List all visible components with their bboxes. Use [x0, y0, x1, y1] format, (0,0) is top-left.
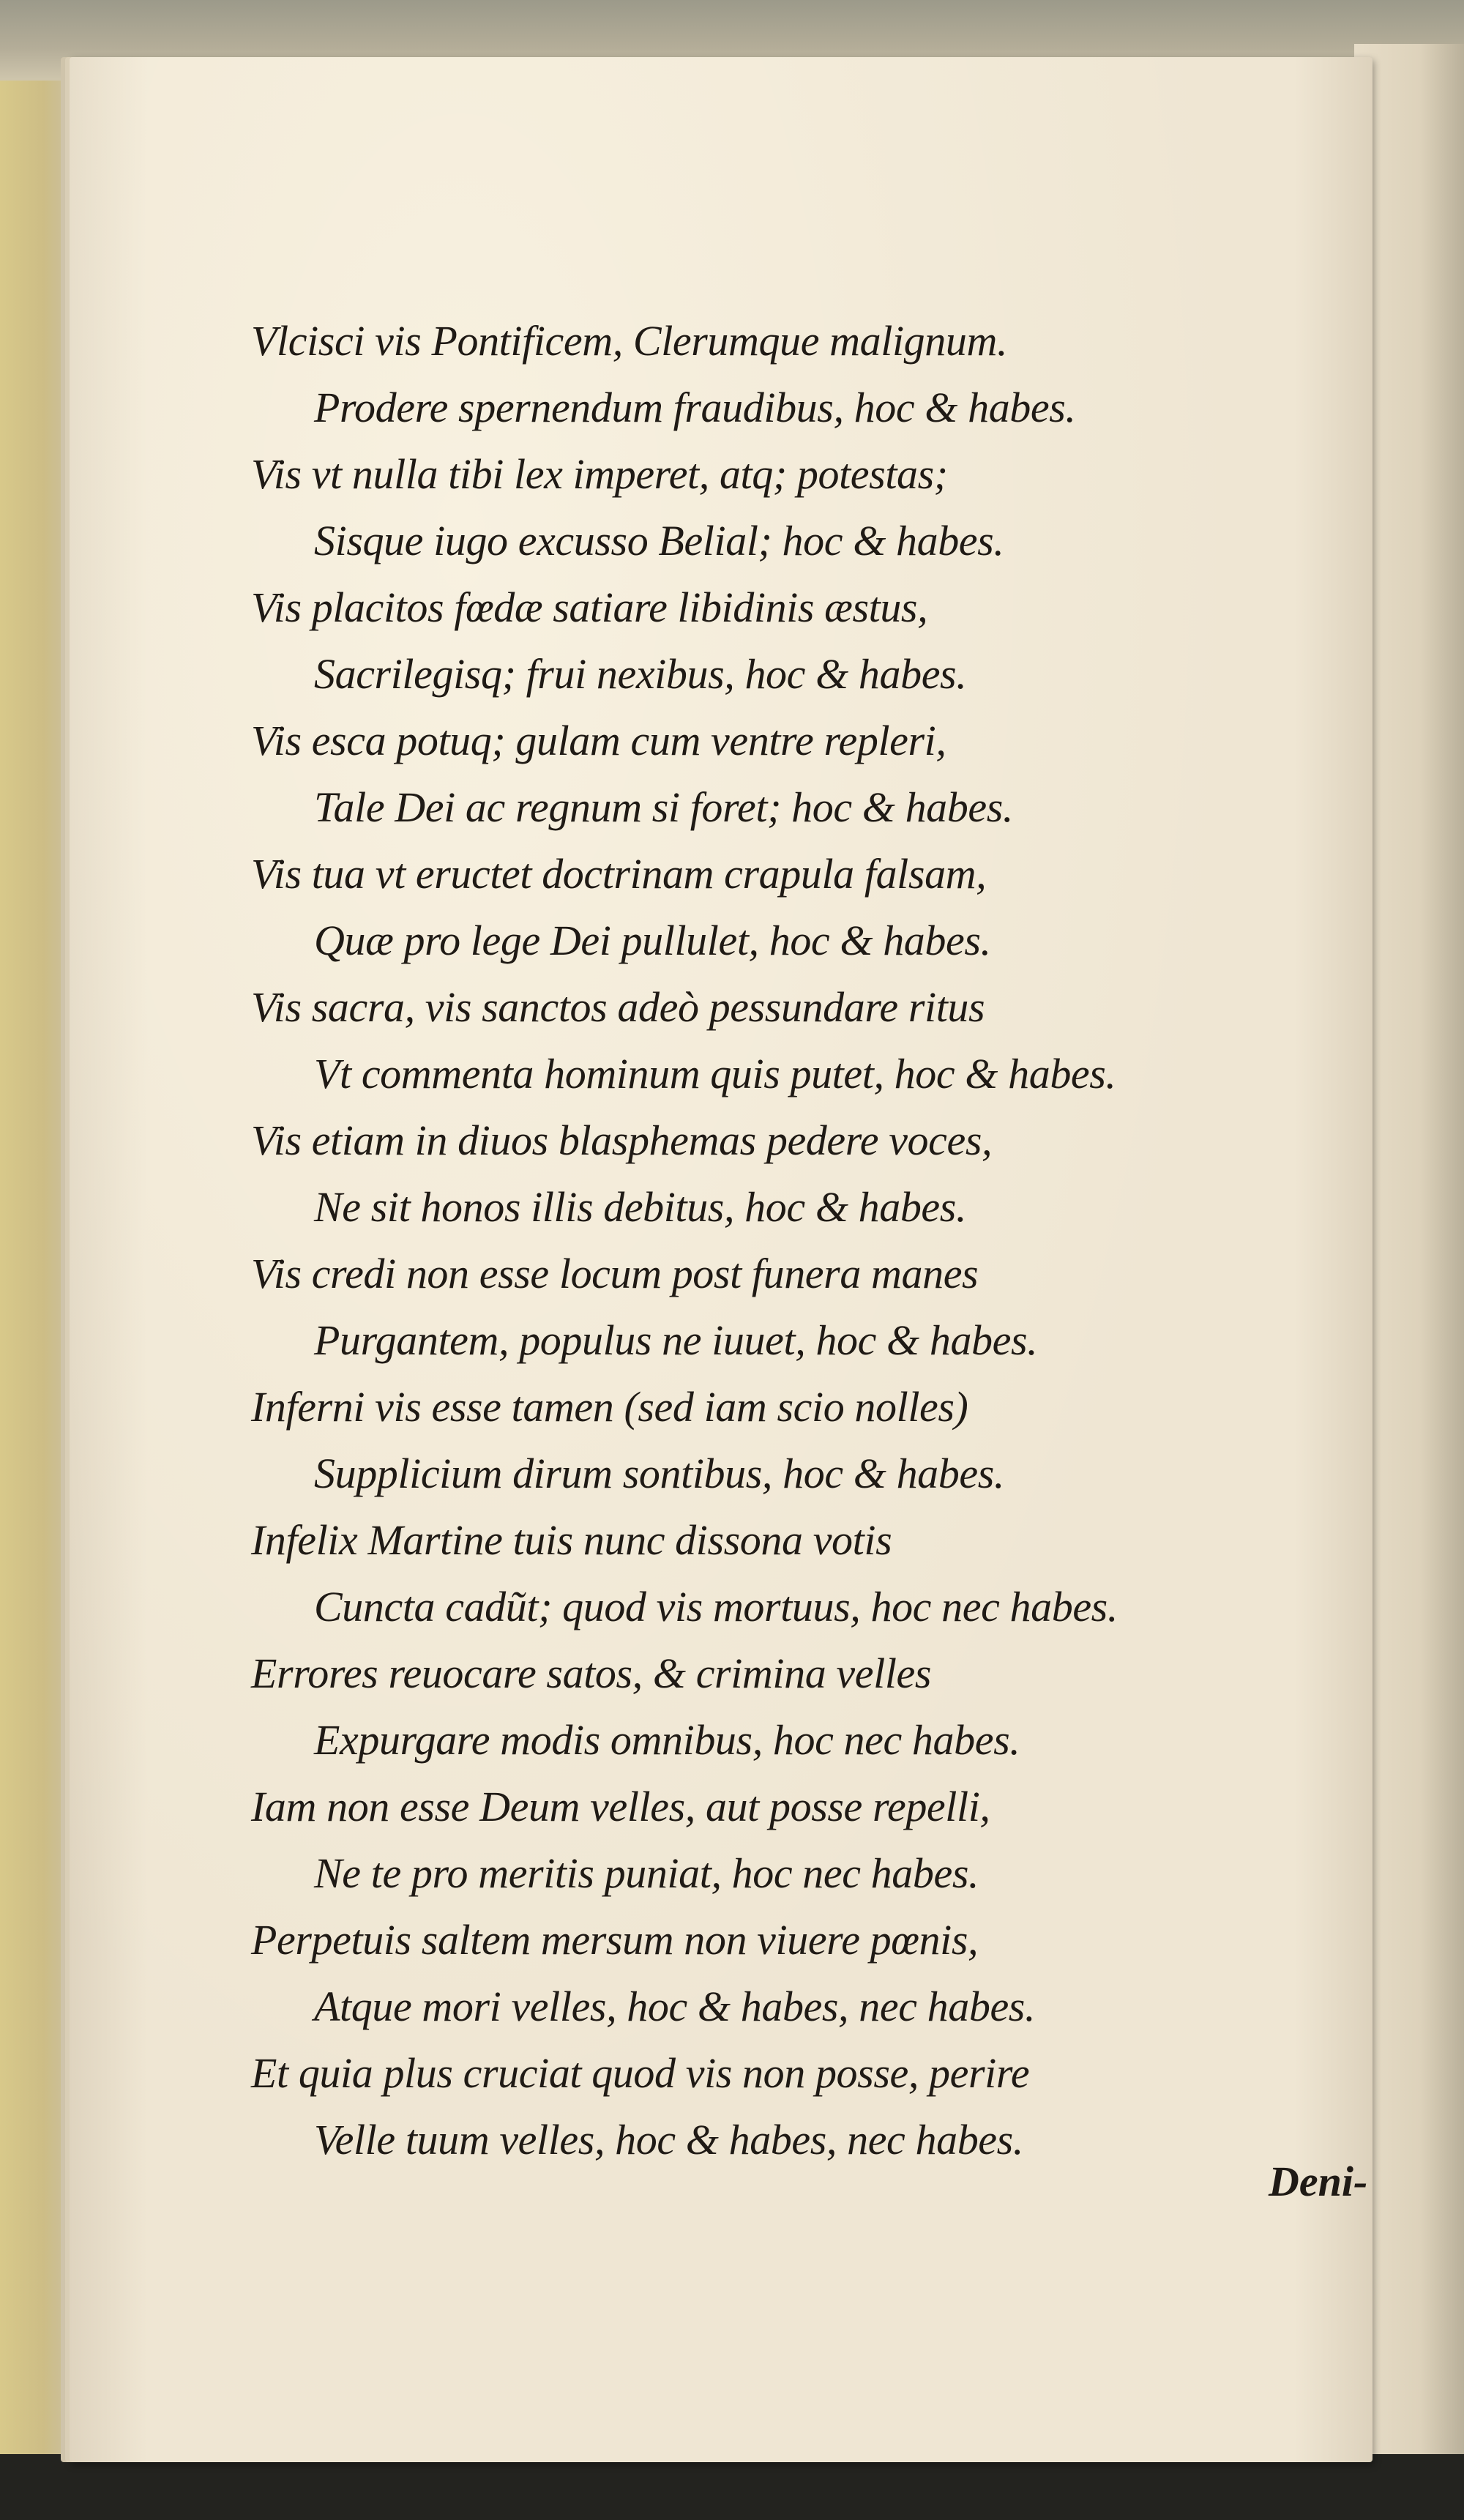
- verse-line-hexameter: Et quia plus cruciat quod vis non posse, perire: [251, 2049, 1030, 2097]
- verse-line-hexameter: Vis tua vt eructet doctrinam crapula falsam,: [251, 850, 987, 898]
- verse-line-pentameter: Purgantem, populus ne iuuet, hoc & habes.: [314, 1316, 1038, 1364]
- catchword: Deni-: [1269, 2158, 1368, 2205]
- verse-line-hexameter: Perpetuis saltem mersum non viuere pœnis,: [251, 1916, 979, 1964]
- verse-line-hexameter: Vis credi non esse locum post funera manes: [251, 1250, 979, 1297]
- verse-line-hexameter: Vis etiam in diuos blasphemas pedere voces,: [251, 1117, 993, 1164]
- verse-line-hexameter: Infelix Martine tuis nunc dissona votis: [251, 1516, 892, 1564]
- verse-line-pentameter: Ne te pro meritis puniat, hoc nec habes.: [314, 1849, 979, 1897]
- verse-list: [251, 307, 1393, 2173]
- background-surface: [0, 2454, 1464, 2520]
- verse-line-hexameter: Vis vt nulla tibi lex imperet, atq; potestas;: [251, 450, 948, 498]
- verse-line-pentameter: Sisque iugo excusso Belial; hoc & habes.: [314, 517, 1004, 564]
- verse-line-hexameter: Errores reuocare satos, & crimina velles: [251, 1649, 932, 1697]
- verse-line-pentameter: Tale Dei ac regnum si foret; hoc & habes.: [314, 783, 1013, 831]
- verse-line-pentameter: Vt commenta hominum quis putet, hoc & habes.: [314, 1050, 1116, 1097]
- verse-line-pentameter: Velle tuum velles, hoc & habes, nec habes.: [314, 2116, 1023, 2163]
- verse-line-pentameter: Sacrilegisq; frui nexibus, hoc & habes.: [314, 650, 967, 698]
- verse-line-pentameter: Atque mori velles, hoc & habes, nec habes.: [314, 1983, 1036, 2030]
- verse-line-pentameter: Ne sit honos illis debitus, hoc & habes.: [314, 1183, 967, 1231]
- verse-line-hexameter: Vlcisci vis Pontificem, Clerumque malignum.: [251, 317, 1008, 365]
- verse-line-hexameter: Vis placitos fœdæ satiare libidinis æstus,: [251, 584, 928, 631]
- verse-line-hexameter: Iam non esse Deum velles, aut posse repelli,: [251, 1783, 990, 1830]
- verse-line-pentameter: Cuncta cadũt; quod vis mortuus, hoc nec habes.: [314, 1583, 1118, 1630]
- verse-line-pentameter: Expurgare modis omnibus, hoc nec habes.: [314, 1716, 1020, 1764]
- verse-line-hexameter: Vis sacra, vis sanctos adeò pessundare ritus: [251, 983, 985, 1031]
- verse-line-pentameter: Quæ pro lege Dei pullulet, hoc & habes.: [314, 917, 991, 964]
- book-page: [70, 57, 1372, 2462]
- verse-line-hexameter: Vis esca potuq; gulam cum ventre repleri,: [251, 717, 946, 764]
- verse-line-pentameter: Supplicium dirum sontibus, hoc & habes.: [314, 1450, 1004, 1497]
- verse-line-pentameter: Prodere spernendum fraudibus, hoc & habes.: [314, 384, 1076, 431]
- verse-line-hexameter: Inferni vis esse tamen (sed iam scio nolles): [251, 1383, 968, 1431]
